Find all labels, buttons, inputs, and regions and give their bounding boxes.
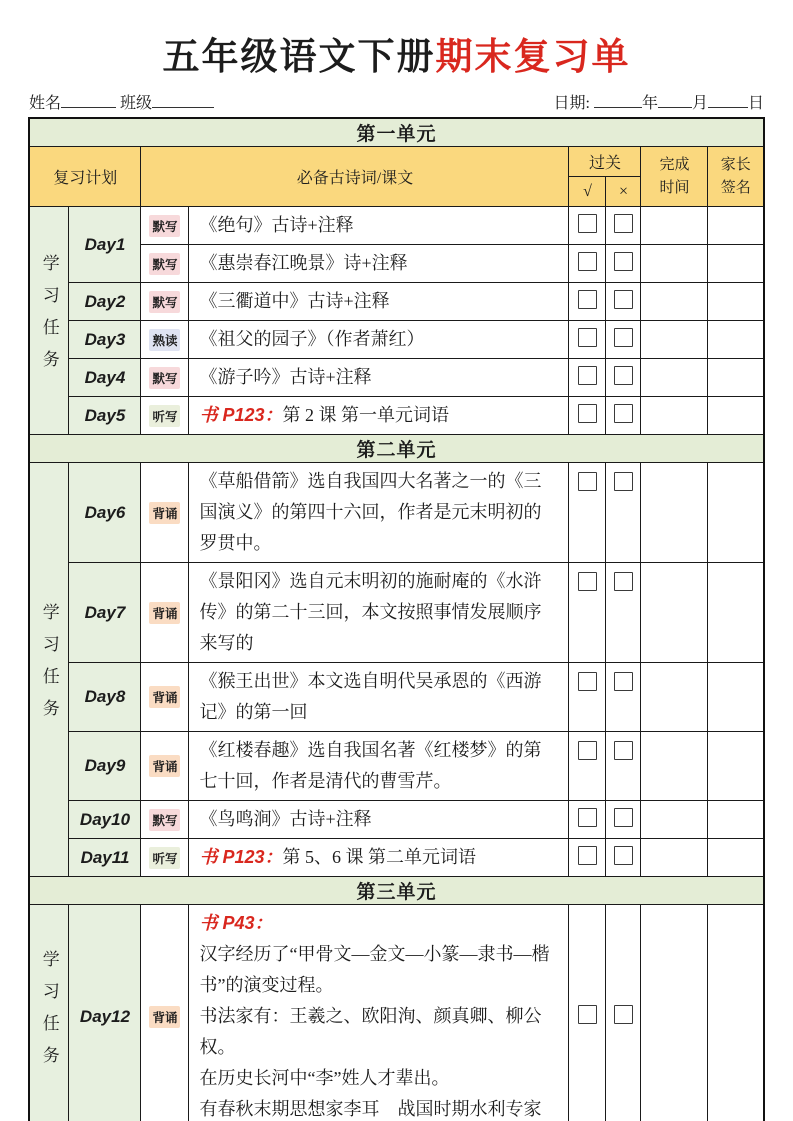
name-class-line: [29, 90, 214, 113]
table-row: [29, 359, 764, 397]
tag-cell: [141, 732, 189, 801]
checkbox-pass[interactable]: [578, 572, 597, 591]
month-label: 月: [691, 95, 708, 113]
checkbox-pass[interactable]: [578, 214, 597, 233]
tag-chip: 听写: [149, 405, 180, 427]
table-row: [29, 839, 764, 877]
pass-cell: [569, 463, 606, 563]
header-parent-sign: 家长 签名: [708, 147, 764, 207]
sign-cell: [708, 207, 764, 245]
tag-chip: 默写: [149, 809, 180, 831]
checkbox-pass[interactable]: [578, 808, 597, 827]
table-row: [29, 207, 764, 245]
header-pass: 过关: [569, 147, 641, 177]
checkbox-pass[interactable]: [578, 252, 597, 271]
sign-cell: [708, 905, 764, 1121]
book-page-ref: 书 P123：: [199, 847, 283, 868]
sign-cell: [708, 801, 764, 839]
tag-chip: 熟读: [149, 329, 180, 351]
table-row: [29, 463, 764, 563]
tag-chip: 背诵: [149, 602, 180, 624]
sign-cell: [708, 245, 764, 283]
task-text: 《鸟鸣涧》古诗+注释: [189, 801, 569, 839]
time-cell: [641, 359, 708, 397]
checkbox-fail[interactable]: [614, 808, 633, 827]
tag-chip: 默写: [149, 367, 180, 389]
title-red: 期末复习单: [435, 37, 631, 78]
tag-chip: 背诵: [149, 1006, 180, 1028]
checkbox-pass[interactable]: [578, 328, 597, 347]
name-label: 姓名: [29, 95, 62, 113]
pass-cell: [569, 359, 606, 397]
table-row: [29, 905, 764, 1121]
pass-cell: [569, 732, 606, 801]
sign-cell: [708, 397, 764, 435]
tag-cell: [141, 397, 189, 435]
checkbox-pass[interactable]: [578, 290, 597, 309]
fail-cell: [606, 283, 641, 321]
sign-cell: [708, 563, 764, 663]
task-text: 《游子吟》古诗+注释: [189, 359, 569, 397]
checkbox-fail[interactable]: [614, 846, 633, 865]
sign-cell: [708, 359, 764, 397]
book-page-ref: 书 P123：: [199, 405, 283, 426]
task-text: 《祖父的园子》（作者萧红）: [189, 321, 569, 359]
checkbox-fail[interactable]: [614, 366, 633, 385]
task-text: 书 P123：第 5、6 课 第二单元词语: [189, 839, 569, 877]
book-page-ref: 书 P43：: [199, 913, 273, 934]
table-row: [29, 397, 764, 435]
year-blank: [594, 92, 642, 108]
task-line: 汉字经历了“甲骨文—金文—小篆—隶书—楷书”的演变过程。: [199, 944, 550, 996]
fail-cell: [606, 463, 641, 563]
tag-cell: [141, 283, 189, 321]
task-text: 《猴王出世》本文选自明代吴承恩的《西游记》的第一回: [189, 663, 569, 732]
time-cell: [641, 321, 708, 359]
task-text: 《三衢道中》古诗+注释: [189, 283, 569, 321]
pass-cell: [569, 321, 606, 359]
pass-cell: [569, 283, 606, 321]
year-label: 年: [641, 95, 658, 113]
time-cell: [641, 463, 708, 563]
checkbox-pass[interactable]: [578, 846, 597, 865]
checkbox-pass[interactable]: [578, 366, 597, 385]
time-cell: [641, 905, 708, 1121]
section-band-unit3: 第三单元: [29, 877, 764, 905]
day-cell: Day2: [69, 283, 141, 321]
pass-cell: [569, 905, 606, 1121]
side-label-unit1: 学习任务: [29, 207, 69, 435]
section-band-unit1: 第一单元: [29, 118, 764, 147]
fail-cell: [606, 397, 641, 435]
checkbox-pass[interactable]: [578, 472, 597, 491]
name-blank: [61, 92, 116, 108]
time-cell: [641, 283, 708, 321]
day-cell: Day7: [69, 563, 141, 663]
pass-cell: [569, 207, 606, 245]
pass-cell: [569, 397, 606, 435]
date-label: 日期:: [553, 95, 590, 113]
fail-cell: [606, 732, 641, 801]
day-cell: Day11: [69, 839, 141, 877]
day-label: 日: [747, 95, 764, 113]
section-band-unit2: 第二单元: [29, 435, 764, 463]
tag-cell: [141, 245, 189, 283]
tag-chip: 背诵: [149, 502, 180, 524]
task-text: [189, 905, 569, 1121]
day-cell: Day5: [69, 397, 141, 435]
header-time: 完成 时间: [641, 147, 708, 207]
fail-cell: [606, 905, 641, 1121]
sign-cell: [708, 732, 764, 801]
day-cell: Day1: [69, 207, 141, 283]
day-cell: Day4: [69, 359, 141, 397]
day-cell: Day9: [69, 732, 141, 801]
tag-cell: [141, 801, 189, 839]
checkbox-fail[interactable]: [614, 572, 633, 591]
header-cross-mark: ×: [606, 177, 641, 207]
task-line: 在历史长河中“李”姓人才辈出。: [199, 1068, 450, 1089]
tag-chip: 默写: [149, 291, 180, 313]
day-cell: Day3: [69, 321, 141, 359]
task-text: 书 P123：第 2 课 第一单元词语: [189, 397, 569, 435]
checkbox-fail[interactable]: [614, 404, 633, 423]
checkbox-pass[interactable]: [578, 404, 597, 423]
pass-cell: [569, 839, 606, 877]
tag-chip: 背诵: [149, 686, 180, 708]
fail-cell: [606, 321, 641, 359]
checkbox-fail[interactable]: [614, 1005, 633, 1024]
tag-chip: 听写: [149, 847, 180, 869]
time-cell: [641, 207, 708, 245]
sign-cell: [708, 839, 764, 877]
month-blank: [658, 92, 692, 108]
fail-cell: [606, 801, 641, 839]
fail-cell: [606, 839, 641, 877]
tag-cell: [141, 663, 189, 732]
table-row: [29, 321, 764, 359]
tag-chip: 默写: [149, 215, 180, 237]
day-cell: Day8: [69, 663, 141, 732]
date-line: [554, 90, 765, 113]
class-blank: [152, 92, 214, 108]
task-text: 《景阳冈》选自元末明初的施耐庵的《水浒传》的第二十三回，本文按照事情发展顺序来写的: [189, 563, 569, 663]
pass-cell: [569, 563, 606, 663]
time-cell: [641, 397, 708, 435]
day-cell: Day6: [69, 463, 141, 563]
table-row: [29, 732, 764, 801]
day-cell: Day10: [69, 801, 141, 839]
table-row: [29, 563, 764, 663]
header-check-mark: √: [569, 177, 606, 207]
sign-cell: [708, 321, 764, 359]
header-plan: 复习计划: [29, 147, 141, 207]
tag-cell: [141, 359, 189, 397]
task-line: 有春秋末期思想家李耳 战国时期水利专家: [199, 1099, 542, 1120]
time-cell: [641, 732, 708, 801]
side-label-unit2: 学习任务: [29, 463, 69, 877]
fail-cell: [606, 245, 641, 283]
checkbox-fail[interactable]: [614, 672, 633, 691]
task-text: 《红楼春趣》选自我国名著《红楼梦》的第七十回，作者是清代的曹雪芹。: [189, 732, 569, 801]
title-black: 五年级语文下册: [162, 37, 436, 78]
tag-chip: 默写: [149, 253, 180, 275]
checkbox-fail[interactable]: [614, 252, 633, 271]
task-text: 《绝句》古诗+注释: [189, 207, 569, 245]
task-line: 书法家有：王羲之、欧阳洵、颜真卿、柳公权。: [199, 1006, 542, 1058]
tag-cell: [141, 839, 189, 877]
review-table: [28, 117, 765, 1121]
table-row: [29, 663, 764, 732]
fail-cell: [606, 207, 641, 245]
checkbox-fail[interactable]: [614, 328, 633, 347]
tag-cell: [141, 321, 189, 359]
time-cell: [641, 801, 708, 839]
task-text: 《草船借箭》选自我国四大名著之一的《三国演义》的第四十六回，作者是元末明初的罗贯中。: [189, 463, 569, 563]
fail-cell: [606, 663, 641, 732]
day-cell: Day12: [69, 905, 141, 1121]
time-cell: [641, 839, 708, 877]
time-cell: [641, 245, 708, 283]
time-cell: [641, 663, 708, 732]
sign-cell: [708, 283, 764, 321]
sign-cell: [708, 463, 764, 563]
task-text: 《惠崇春江晚景》诗+注释: [189, 245, 569, 283]
day-blank: [708, 92, 748, 108]
tag-cell: [141, 905, 189, 1121]
info-line: [29, 90, 764, 113]
tag-cell: [141, 563, 189, 663]
tag-chip: 背诵: [149, 755, 180, 777]
time-cell: [641, 563, 708, 663]
header-content: 必备古诗词/课文: [141, 147, 569, 207]
fail-cell: [606, 359, 641, 397]
page-title: [0, 36, 793, 80]
table-row: [29, 283, 764, 321]
tag-cell: [141, 463, 189, 563]
class-label: 班级: [120, 95, 153, 113]
fail-cell: [606, 563, 641, 663]
pass-cell: [569, 663, 606, 732]
sign-cell: [708, 663, 764, 732]
checkbox-pass[interactable]: [578, 672, 597, 691]
pass-cell: [569, 801, 606, 839]
checkbox-pass[interactable]: [578, 1005, 597, 1024]
pass-cell: [569, 245, 606, 283]
checkbox-fail[interactable]: [614, 741, 633, 760]
checkbox-fail[interactable]: [614, 214, 633, 233]
tag-cell: [141, 207, 189, 245]
table-row: [29, 801, 764, 839]
checkbox-fail[interactable]: [614, 290, 633, 309]
side-label-unit3: 学习任务: [29, 905, 69, 1121]
checkbox-fail[interactable]: [614, 472, 633, 491]
checkbox-pass[interactable]: [578, 741, 597, 760]
